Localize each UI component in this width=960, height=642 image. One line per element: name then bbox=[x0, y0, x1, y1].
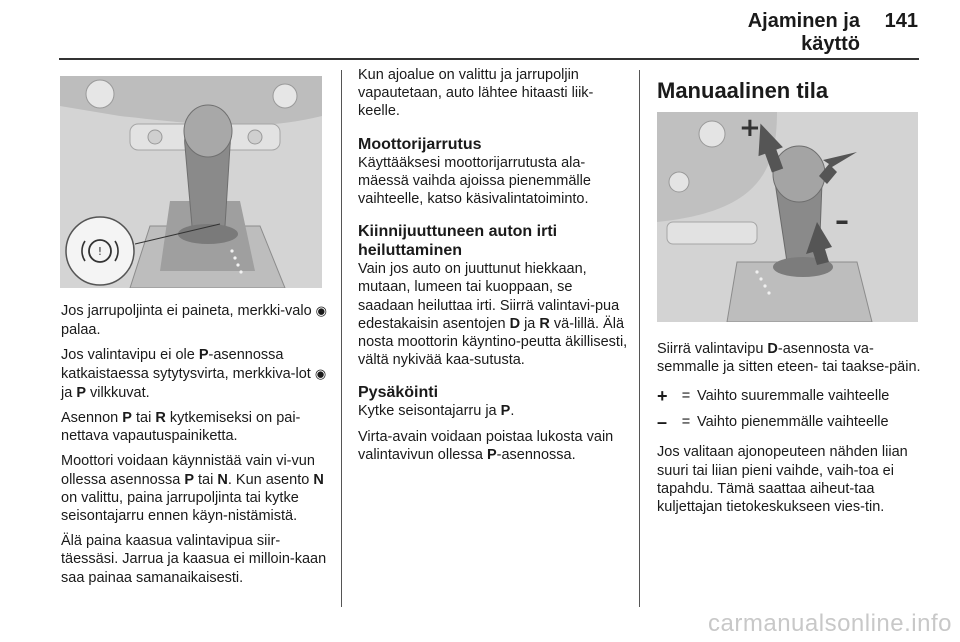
paragraph: Kytke seisontajarru ja P. bbox=[358, 403, 515, 420]
paragraph: Kun ajoalue on valittu ja jarrupoljin vapautetaan, auto lähtee hitaasti liik-keelle. bbox=[358, 67, 594, 120]
legend-row-downshift: – = Vaihto pienemmälle vaihteelle bbox=[657, 412, 889, 433]
column-right bbox=[657, 340, 925, 523]
minus-label: – bbox=[835, 204, 849, 237]
manual-mode-figure bbox=[657, 112, 918, 322]
column-divider-right bbox=[639, 70, 640, 607]
paragraph: Älä paina kaasua valintavipua siir-täessäsi. Jarrua ja kaasua ei milloin-kaan saa painaa samanaikaisesti. bbox=[61, 533, 327, 586]
running-header-title: Ajaminen ja käyttö bbox=[747, 10, 860, 55]
manual-mode-illustration bbox=[657, 112, 918, 322]
column-left bbox=[61, 302, 329, 594]
plus-label: + bbox=[739, 113, 761, 143]
brake-warning-icon: ◉ bbox=[314, 366, 327, 382]
page-number: 141 bbox=[884, 10, 918, 32]
legend-row-upshift: + = Vaihto suuremmalle vaihteelle bbox=[657, 386, 890, 407]
section-title-manual-mode: Manuaalinen tila bbox=[657, 78, 829, 103]
column-middle bbox=[358, 66, 628, 471]
paragraph: Käyttääksesi moottorijarrutusta ala-mäessä vaihda ajoissa pienemmälle vaihteelle, katso käsivalintatoiminto. bbox=[358, 154, 591, 208]
header-rule bbox=[59, 58, 919, 60]
paragraph: Jos valitaan ajonopeuteen nähden liian suuri tai liian pieni vaihde, vaih-toa ei tapahdu. Tämä saattaa aiheut-taa kuljettajan tietokeskukseen vies-tin. bbox=[657, 444, 908, 516]
gear-lever-illustration bbox=[60, 76, 322, 288]
paragraph: Jos jarrupoljinta ei paineta, merkki-valo ◉ palaa. bbox=[61, 303, 328, 339]
paragraph: Siirrä valintavipu D-asennosta va-semmalle ja sitten eteen- tai taakse-päin. bbox=[657, 341, 921, 376]
gear-lever-figure bbox=[60, 76, 322, 288]
paragraph: Vain jos auto on juuttunut hiekkaan, mutaan, lumeen tai kuoppaan, se saadaan heiluttaa irti. Siirrä valintavi-pua edestakaisin asentojen D ja R vä-lillä. Älä nosta moottorin käyntino-peutta äkillisesti, vältä nykivää kaa-sutusta. bbox=[358, 261, 628, 369]
brake-warning-icon: ◉ bbox=[315, 304, 328, 319]
legend-text: Vaihto pienemmälle vaihteelle bbox=[697, 414, 889, 431]
plus-symbol: + bbox=[657, 386, 668, 407]
paragraph: Asennon P tai R kytkemiseksi on pai-nettava vapautuspainiketta. bbox=[61, 410, 301, 445]
minus-symbol: – bbox=[657, 412, 668, 433]
paragraph: Moottori voidaan käynnistää vain vi-vun ollessa asennossa P tai N. Kun asento N on valittu, paina jarrupoljinta tai kytke seisontajarru ennen käyn-nistämistä. bbox=[61, 453, 324, 525]
heading-engine-braking: Moottorijarrutus bbox=[358, 135, 482, 153]
paragraph: Jos valintavipu ei ole P-asennossa katkaistaessa sytytysvirta, merkkiva-lot ◉ ja P vilkkuvat. bbox=[61, 347, 327, 401]
watermark: carmanualsonline.info bbox=[708, 610, 952, 637]
column-divider-left bbox=[341, 70, 342, 607]
legend-text: Vaihto suuremmalle vaihteelle bbox=[697, 388, 890, 405]
svg-text:!: ! bbox=[97, 245, 103, 258]
heading-rocking-vehicle: Kiinnijuuttuneen auton irti heiluttaminen bbox=[358, 223, 558, 260]
paragraph: Virta-avain voidaan poistaa lukosta vain valintavivun ollessa P-asennossa. bbox=[358, 428, 614, 463]
heading-parking: Pysäköinti bbox=[358, 384, 439, 402]
